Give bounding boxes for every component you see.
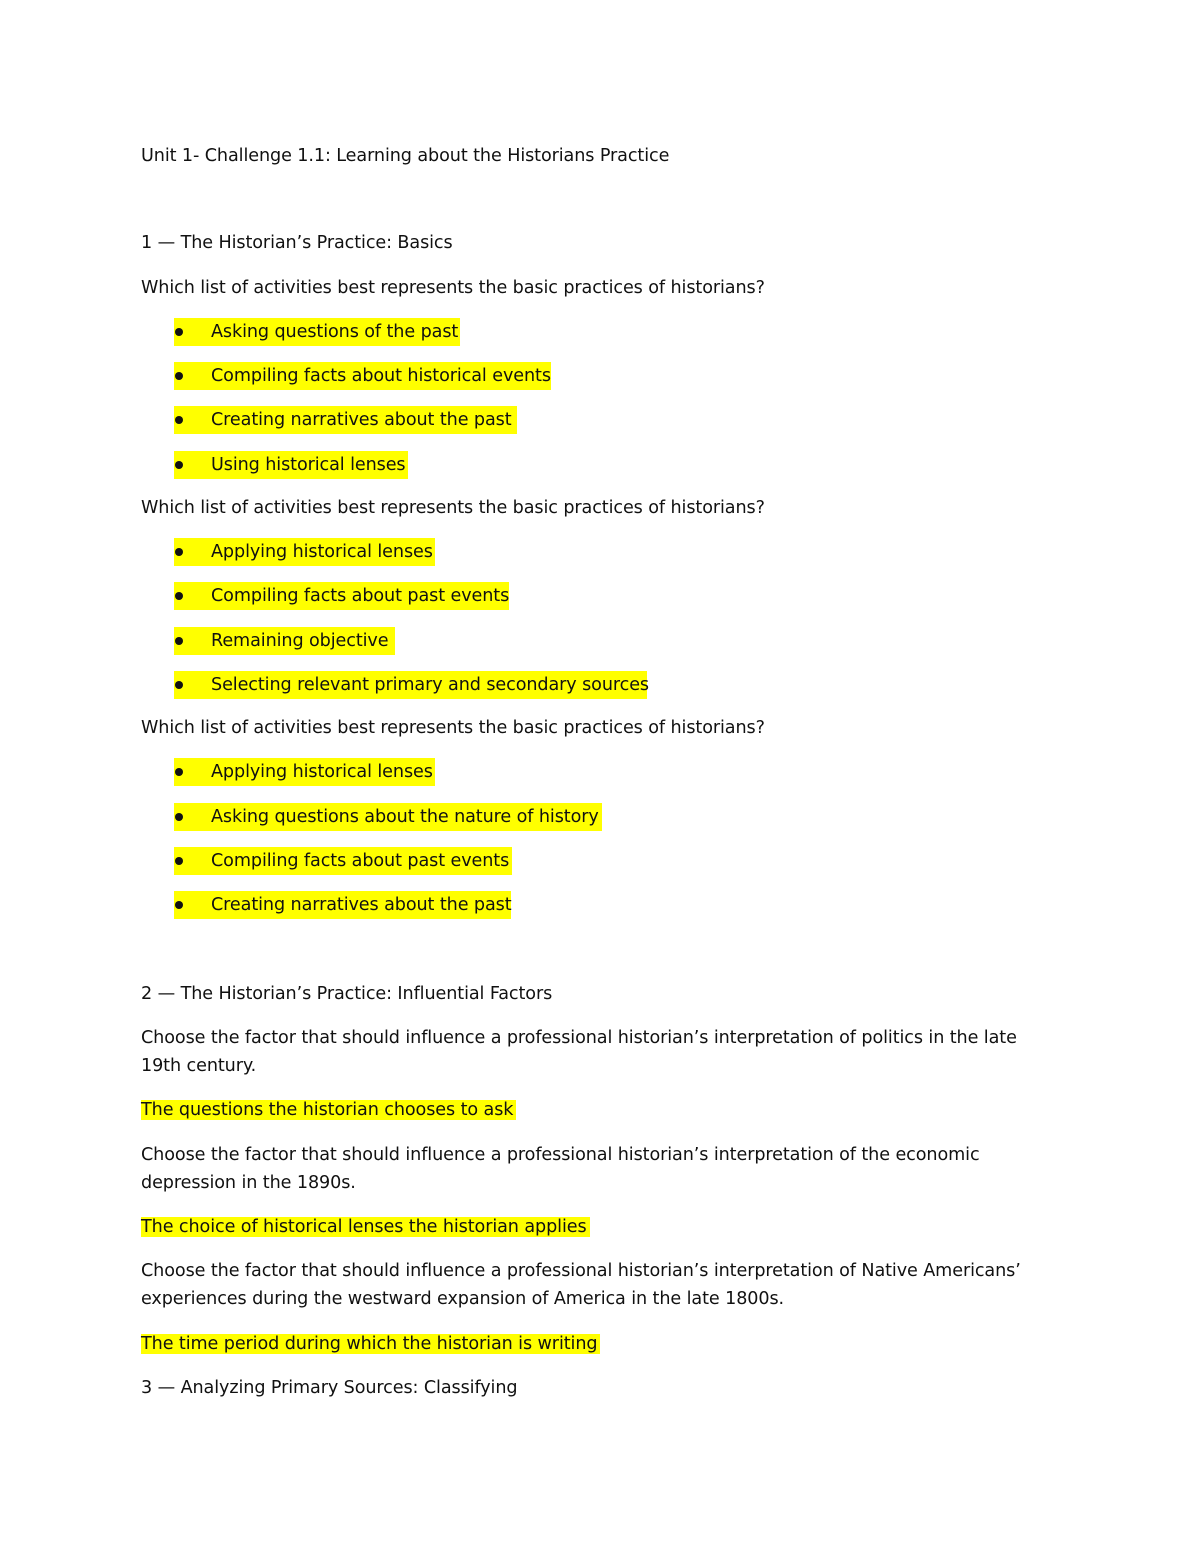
- answer-text: Asking questions of the past: [211, 322, 459, 342]
- question-2-3-prompt: Choose the factor that should influence a professional historian’s interpretation of Native Americans’ experiences during the westward expansion of America in the late 1800s.: [141, 1261, 1021, 1309]
- bullet-icon: [174, 891, 186, 919]
- answer-highlight: The questions the historian chooses to ask: [141, 1100, 516, 1120]
- answer-text: Compiling facts about past events: [211, 851, 510, 871]
- bullet-icon: [174, 582, 186, 610]
- answer-highlight: The choice of historical lenses the historian applies: [141, 1217, 590, 1237]
- question-2-1-prompt: Choose the factor that should influence a professional historian’s interpretation of politics in the late 19th century.: [141, 1028, 1017, 1076]
- answer-text: Creating narratives about the past: [211, 895, 512, 915]
- answer-text: Compiling facts about historical events: [211, 366, 551, 386]
- bullet-icon: [174, 406, 186, 434]
- section-1-heading: 1 — The Historian’s Practice: Basics: [141, 233, 453, 253]
- answer-text: Applying historical lenses: [211, 542, 433, 562]
- question-2-3-answer: [141, 1330, 600, 1358]
- bullet-icon: [174, 847, 186, 875]
- answer-highlight: The time period during which the historian is writing: [141, 1334, 600, 1354]
- section-3-heading: 3 — Analyzing Primary Sources: Classifying: [141, 1378, 518, 1398]
- question-2-1-answer: [141, 1096, 516, 1124]
- bullet-icon: [174, 318, 186, 346]
- section-2-heading: 2 — The Historian’s Practice: Influential Factors: [141, 984, 553, 1004]
- answer-text: Applying historical lenses: [211, 762, 433, 782]
- question-1-1-prompt: Which list of activities best represents the basic practices of historians?: [141, 278, 765, 298]
- question-1-3-prompt: Which list of activities best represents the basic practices of historians?: [141, 718, 765, 738]
- bullet-icon: [174, 671, 186, 699]
- answer-text: Using historical lenses: [211, 455, 406, 475]
- bullet-icon: [174, 627, 186, 655]
- answer-text: Asking questions about the nature of history: [211, 807, 599, 827]
- answer-text: Selecting relevant primary and secondary sources: [211, 675, 649, 695]
- bullet-icon: [174, 451, 186, 479]
- question-1-2-prompt: Which list of activities best represents the basic practices of historians?: [141, 498, 765, 518]
- bullet-icon: [174, 538, 186, 566]
- answer-text: Remaining objective: [211, 631, 389, 651]
- question-2-2-answer: [141, 1213, 590, 1241]
- answer-text: Compiling facts about past events: [211, 586, 510, 606]
- bullet-icon: [174, 803, 186, 831]
- document-title: Unit 1- Challenge 1.1: Learning about the Historians Practice: [141, 146, 670, 166]
- question-2-2-prompt: Choose the factor that should influence a professional historian’s interpretation of the economic depression in the 1890s.: [141, 1145, 980, 1193]
- answer-text: Creating narratives about the past: [211, 410, 512, 430]
- bullet-icon: [174, 362, 186, 390]
- bullet-icon: [174, 758, 186, 786]
